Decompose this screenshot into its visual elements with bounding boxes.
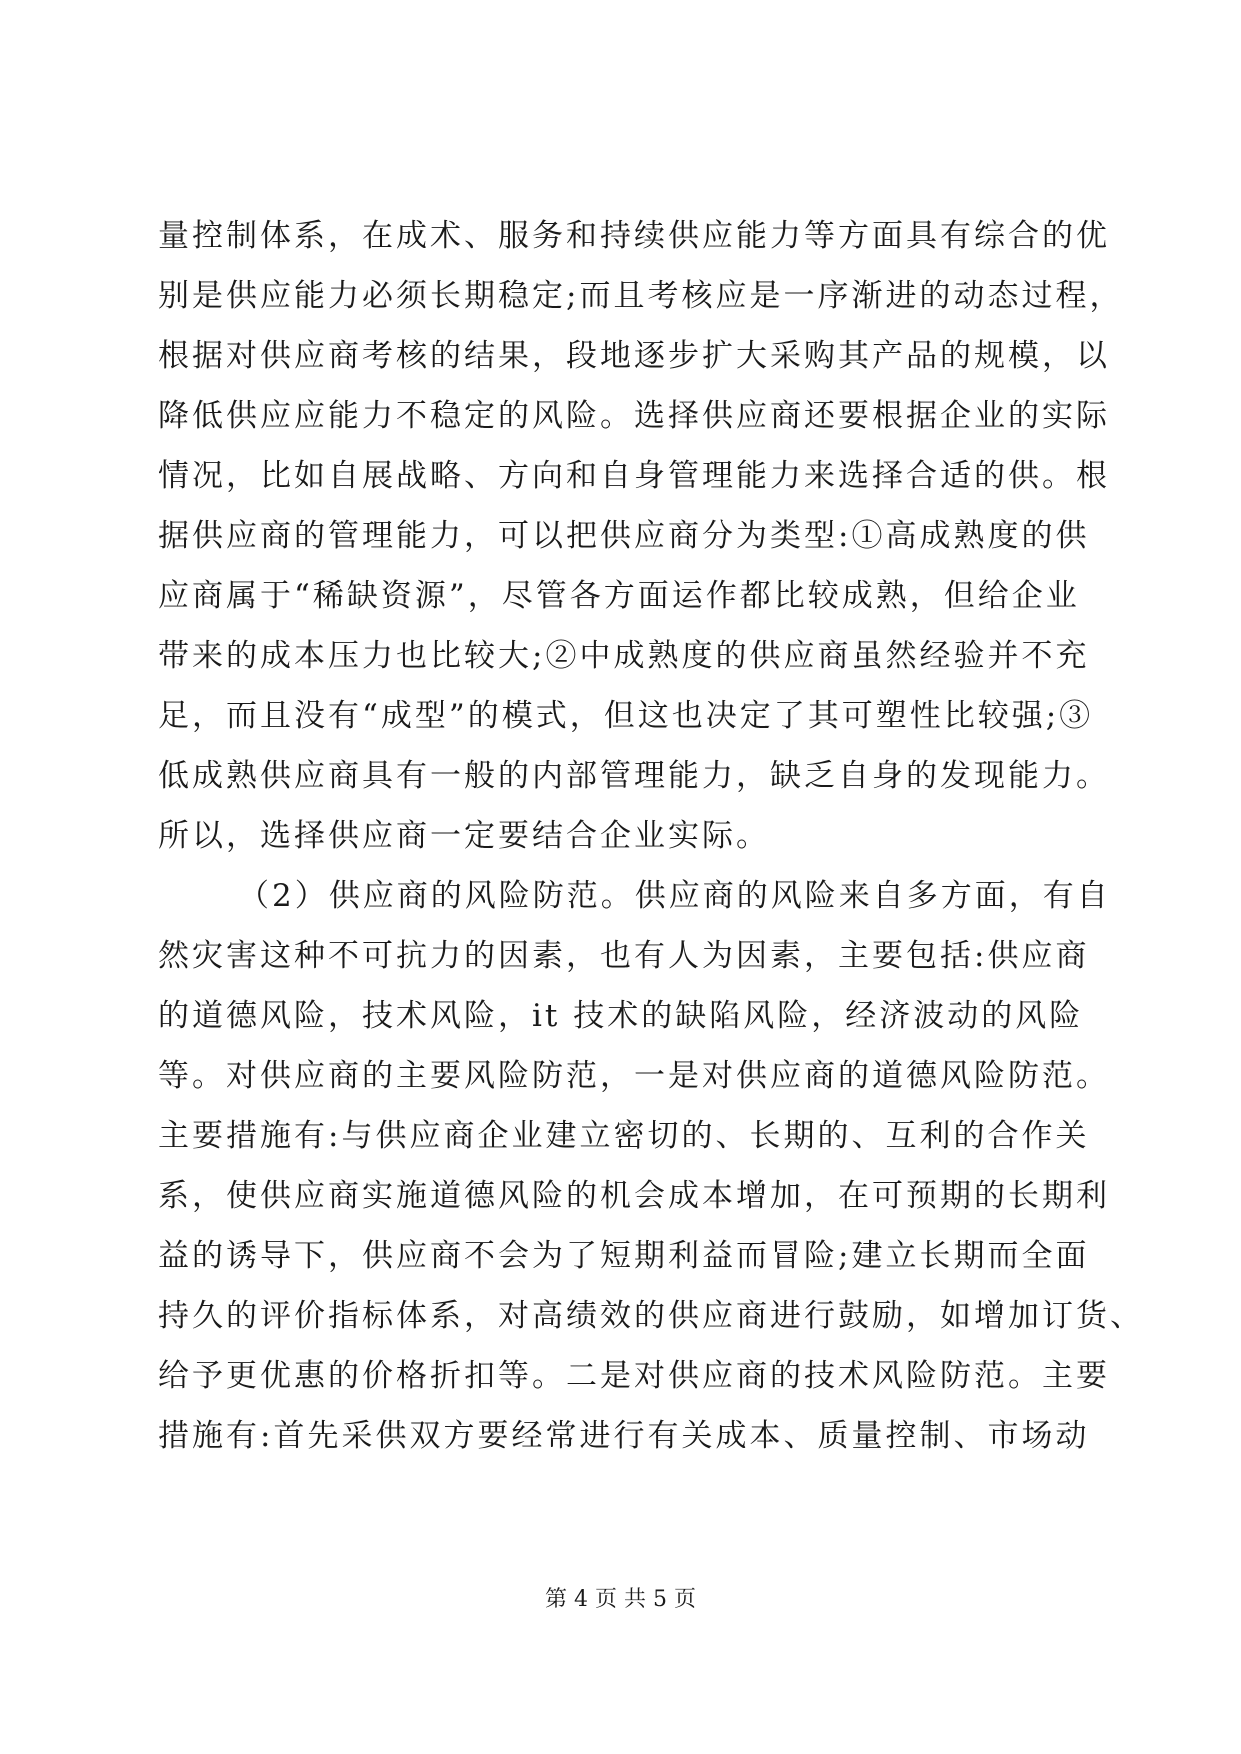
text-line: 根据对供应商考核的结果，段地逐步扩大采购其产品的规模，以 (158, 338, 1110, 374)
paragraph-start-line: （2）供应商的风险防范。供应商的风险来自多方面，有自 (238, 878, 1111, 914)
text-line: 益的诱导下，供应商不会为了短期利益而冒险;建立长期而全面 (158, 1238, 1090, 1274)
text-line: 所以，选择供应商一定要结合企业实际。 (158, 818, 770, 854)
text-line: 据供应商的管理能力，可以把供应商分为类型:①高成熟度的供 (158, 518, 1090, 554)
text-line: 别是供应能力必须长期稳定;而且考核应是一序渐进的动态过程， (158, 278, 1124, 314)
page-footer: 第 4 页 共 5 页 (545, 1587, 696, 1612)
text-line: 应商属于“稀缺资源”，尽管各方面运作都比较成熟，但给企业 (158, 578, 1080, 614)
text-line: 给予更优惠的价格折扣等。二是对供应商的技术风险防范。主要 (158, 1358, 1110, 1394)
text-line: 低成熟供应商具有一般的内部管理能力，缺乏自身的发现能力。 (158, 758, 1110, 794)
text-line: 足，而且没有“成型”的模式，但这也决定了其可塑性比较强;③ (158, 698, 1094, 734)
text-line: 量控制体系，在成术、服务和持续供应能力等方面具有综合的优 (158, 218, 1110, 254)
text-line: 持久的评价指标体系，对高绩效的供应商进行鼓励，如增加订货、 (158, 1298, 1144, 1334)
text-line: 的道德风险，技术风险，it 技术的缺陷风险，经济波动的风险 (158, 998, 1084, 1034)
text-line: 主要措施有:与供应商企业建立密切的、长期的、互利的合作关 (158, 1118, 1090, 1154)
text-line: 等。对供应商的主要风险防范，一是对供应商的道德风险防范。 (158, 1058, 1110, 1094)
text-line: 带来的成本压力也比较大;②中成熟度的供应商虽然经验并不充 (158, 638, 1090, 674)
body-text (158, 206, 1144, 1466)
text-line: 然灾害这种不可抗力的因素，也有人为因素，主要包括:供应商 (158, 938, 1090, 974)
text-line: 情况，比如自展战略、方向和自身管理能力来选择合适的供。根 (158, 458, 1110, 494)
text-line: 系，使供应商实施道德风险的机会成本增加，在可预期的长期利 (158, 1178, 1110, 1214)
text-line: 措施有:首先采供双方要经常进行有关成本、质量控制、市场动 (158, 1418, 1090, 1454)
text-line: 降低供应应能力不稳定的风险。选择供应商还要根据企业的实际 (158, 398, 1110, 434)
